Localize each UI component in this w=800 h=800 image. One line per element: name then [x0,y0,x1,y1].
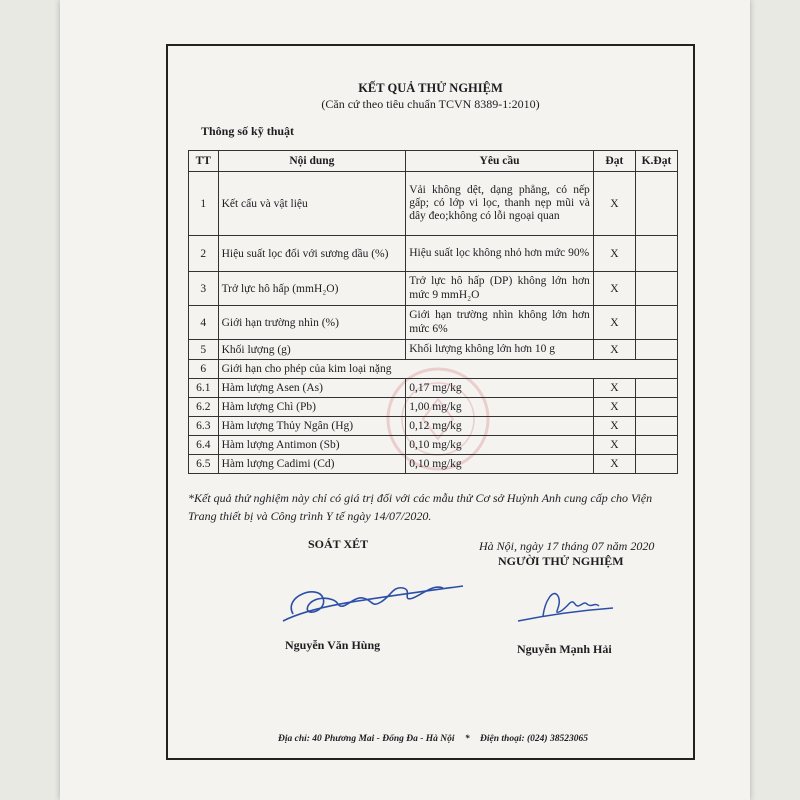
footer-separator: * [464,734,470,744]
row-requirement: 0,12 mg/kg [406,417,594,436]
row-pass: X [593,436,635,455]
footer-contact [278,734,588,744]
row-content: Hàm lượng Asen (As) [218,379,406,398]
row-requirement: Hiệu suất lọc không nhỏ hơn mức 90% [406,236,594,272]
row-pass: X [593,398,635,417]
row-requirement: 0,17 mg/kg [406,379,594,398]
header-tt: TT [189,151,219,172]
row-content: Khối lượng (g) [218,340,406,360]
document-frame [166,44,695,760]
row-tt: 1 [189,172,219,236]
row-pass: X [593,306,635,340]
section-heading: Thông số kỹ thuật [201,124,295,138]
table-row [189,306,678,340]
row-tt: 6.3 [189,417,219,436]
row-requirement: Giới hạn trường nhìn không lớn hơn mức 6% [406,306,594,340]
row-fail [635,436,677,455]
row-fail [635,172,677,236]
table-row [189,379,678,398]
header-pass: Đạt [593,151,635,172]
table-row [189,272,678,306]
row-tt: 3 [189,272,219,306]
tester-heading: NGƯỜI THỬ NGHIỆM [498,554,624,568]
table-header-row [189,151,678,172]
table-row [189,172,678,236]
row-requirement: Khối lượng không lớn hơn 10 g [406,340,594,360]
row-content: Hàm lượng Thủy Ngân (Hg) [218,417,406,436]
row-content: Trở lực hô hấp (mmH₂O) [218,272,406,306]
row-pass: X [593,340,635,360]
row-tt: 6 [189,360,219,379]
row-fail [635,272,677,306]
row-pass: X [593,379,635,398]
reviewer-name: Nguyễn Văn Hùng [285,638,381,652]
document-page [60,0,750,800]
row-content: Giới hạn cho phép của kim loại nặng [218,360,677,379]
reviewer-signature [273,566,473,636]
header-fail: K.Đạt [635,151,677,172]
date-line: Hà Nội, ngày 17 tháng 07 năm 2020 [479,539,655,553]
row-content: Hiệu suất lọc đối với sương dầu (%) [218,236,406,272]
row-tt: 6.2 [189,398,219,417]
row-requirement: Trở lực hô hấp (DP) không lớn hơn mức 9 mmH₂O [406,272,594,306]
table-row [189,417,678,436]
row-pass: X [593,417,635,436]
row-content: Kết cấu và vật liệu [218,172,406,236]
header-requirement: Yêu cầu [406,151,594,172]
header-content: Nội dung [218,151,406,172]
row-fail [635,455,677,474]
footer-address: Địa chỉ: 40 Phương Mai - Đống Đa - Hà Nội [278,734,455,744]
row-tt: 5 [189,340,219,360]
table-group-row [189,360,678,379]
tester-signature [513,576,633,636]
row-requirement: 0,10 mg/kg [406,436,594,455]
reviewer-heading: SOÁT XÉT [308,537,369,551]
table-row [189,236,678,272]
row-tt: 4 [189,306,219,340]
row-tt: 6.1 [189,379,219,398]
row-fail [635,417,677,436]
row-fail [635,340,677,360]
row-content: Giới hạn trường nhìn (%) [218,306,406,340]
row-fail [635,306,677,340]
row-pass: X [593,236,635,272]
row-tt: 2 [189,236,219,272]
row-requirement: Vải không dệt, dạng phẳng, có nếp gấp; có lớp vi lọc, thanh nẹp mũi và dây đeo;không có lỗi ngoại quan [406,172,594,236]
row-fail [635,236,677,272]
row-tt: 6.5 [189,455,219,474]
row-pass: X [593,455,635,474]
document-subtitle: (Căn cứ theo tiêu chuẩn TCVN 8389-1:2010) [321,97,540,111]
row-fail [635,398,677,417]
row-fail [635,379,677,398]
row-tt: 6.4 [189,436,219,455]
spec-table [188,150,678,474]
document-title: KẾT QUẢ THỬ NGHIỆM [358,81,503,95]
row-pass: X [593,272,635,306]
disclaimer-note: *Kết quả thử nghiệm này chỉ có giá trị đối với các mẫu thử Cơ sở Huỳnh Anh cung cấp cho Viện Trang thiết bị và Công trình Y tế ngày 14/07/2020. [188,491,653,523]
table-row [189,436,678,455]
row-requirement: 0,10 mg/kg [406,455,594,474]
row-requirement: 1,00 mg/kg [406,398,594,417]
row-content: Hàm lượng Chì (Pb) [218,398,406,417]
row-content: Hàm lượng Cadimi (Cd) [218,455,406,474]
row-content: Hàm lượng Antimon (Sb) [218,436,406,455]
table-row [189,455,678,474]
tester-name: Nguyễn Mạnh Hải [517,642,612,656]
footer-phone: Điện thoại: (024) 38523065 [480,734,588,744]
table-row [189,398,678,417]
row-pass: X [593,172,635,236]
table-row [189,340,678,360]
